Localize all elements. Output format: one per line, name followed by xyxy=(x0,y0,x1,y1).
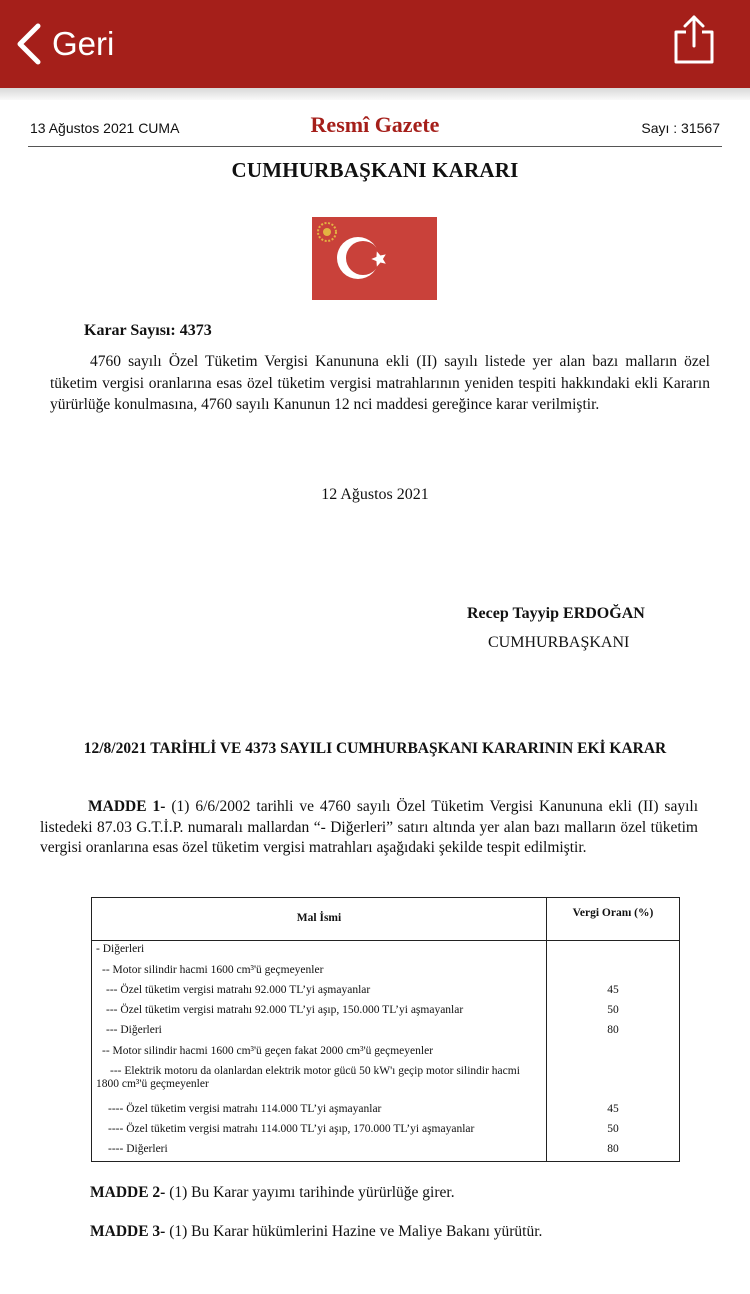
issue-date: 13 Ağustos 2021 CUMA xyxy=(30,120,180,136)
row-goods-name: --- Özel tüketim vergisi matrahı 92.000 TL’yi aşmayanlar xyxy=(106,984,371,996)
intro-paragraph: 4760 sayılı Özel Tüketim Vergisi Kanununa ekli (II) sayılı listede yer alan bazı malların özel tüketim vergisi oranlarına esas özel tüketim vergisi matrahlarının yeniden tespiti hakkındaki ekli Kararın yürürlüğe konulmasına, 4760 sayılı Kanunun 12 nci maddesi gereğince karar verilmiştir. xyxy=(50,353,710,413)
row-goods-name: - Diğerleri xyxy=(96,943,145,955)
row-tax-rate: 45 xyxy=(607,1103,619,1115)
article-1 xyxy=(40,797,698,859)
back-label: Geri xyxy=(52,25,115,62)
article-1-text: (1) 6/6/2002 tarihli ve 4760 sayılı Özel Tüketim Vergisi Kanununa ekli (II) sayılı listedeki 87.03 G.T.İ.P. numaralı mallardan “- Diğerleri” satırı altında yer alan bazı malların özel tüketim vergisi oranlarına esas özel tüketim vergisi matrahları aşağıdaki şekilde tespit edilmiştir. xyxy=(40,798,698,856)
share-button[interactable] xyxy=(672,14,716,66)
share-icon xyxy=(672,14,716,66)
gazette-page xyxy=(0,100,750,1294)
document-title: CUMHURBAŞKANI KARARI xyxy=(231,158,519,182)
gazette-title: Resmî Gazete xyxy=(310,112,440,137)
row-goods-name: --- Özel tüketim vergisi matrahı 92.000 TL’yi aşıp, 150.000 TL’yi aşmayanlar xyxy=(106,1004,464,1016)
row-goods-name: -- Motor silindir hacmi 1600 cm³'ü geçmeyenler xyxy=(102,964,324,976)
table-header-row xyxy=(92,898,679,941)
row-tax-rate: 50 xyxy=(607,1004,619,1016)
article-3 xyxy=(90,1223,542,1241)
row-tax-rate: 45 xyxy=(607,984,619,996)
signer-title: CUMHURBAŞKANI xyxy=(488,634,630,651)
article-2-label: MADDE 2- xyxy=(90,1184,166,1201)
tax-rate-table xyxy=(91,897,680,1162)
row-goods-name: -- Motor silindir hacmi 1600 cm³'ü geçen fakat 2000 cm³'ü geçmeyenler xyxy=(102,1045,434,1057)
header-tax-rate: Vergi Oranı (%) xyxy=(572,907,654,919)
decision-date: 12 Ağustos 2021 xyxy=(321,486,429,503)
row-goods-name: ---- Özel tüketim vergisi matrahı 114.000 TL’yi aşmayanlar xyxy=(108,1103,382,1115)
turkish-flag-icon xyxy=(312,217,437,300)
chevron-left-icon xyxy=(14,22,42,66)
row-goods-name: ---- Özel tüketim vergisi matrahı 114.000 TL’yi aşıp, 170.000 TL’yi aşmayanlar xyxy=(108,1123,475,1135)
article-1-label: MADDE 1- xyxy=(88,798,166,815)
article-2 xyxy=(90,1184,455,1202)
issue-number: Sayı : 31567 xyxy=(641,120,720,136)
signer-name: Recep Tayyip ERDOĞAN xyxy=(467,605,645,622)
article-3-label: MADDE 3- xyxy=(90,1223,166,1240)
article-2-text: (1) Bu Karar yayımı tarihinde yürürlüğe girer. xyxy=(165,1184,455,1201)
decision-number: Karar Sayısı: 4373 xyxy=(84,322,212,339)
back-button[interactable] xyxy=(14,18,114,70)
gazette-header xyxy=(28,112,722,147)
navigation-bar xyxy=(0,0,750,88)
row-goods-name: --- Elektrik motoru da olanlardan elektrik motor gücü 50 kW'ı geçip motor silindir hacmi 1800 cm³'ü geçmeyenler xyxy=(96,1065,520,1090)
row-tax-rate: 50 xyxy=(607,1123,619,1135)
row-goods-name: --- Diğerleri xyxy=(106,1024,162,1036)
annex-title: 12/8/2021 TARİHLİ VE 4373 SAYILI CUMHURBAŞKANI KARARININ EKİ KARAR xyxy=(83,740,667,757)
row-goods-name: ---- Diğerleri xyxy=(108,1143,168,1155)
article-3-text: (1) Bu Karar hükümlerini Hazine ve Maliye Bakanı yürütür. xyxy=(165,1223,543,1240)
row-tax-rate: 80 xyxy=(607,1143,619,1155)
row-tax-rate: 80 xyxy=(607,1024,619,1036)
header-goods-name: Mal İsmi xyxy=(296,912,342,924)
